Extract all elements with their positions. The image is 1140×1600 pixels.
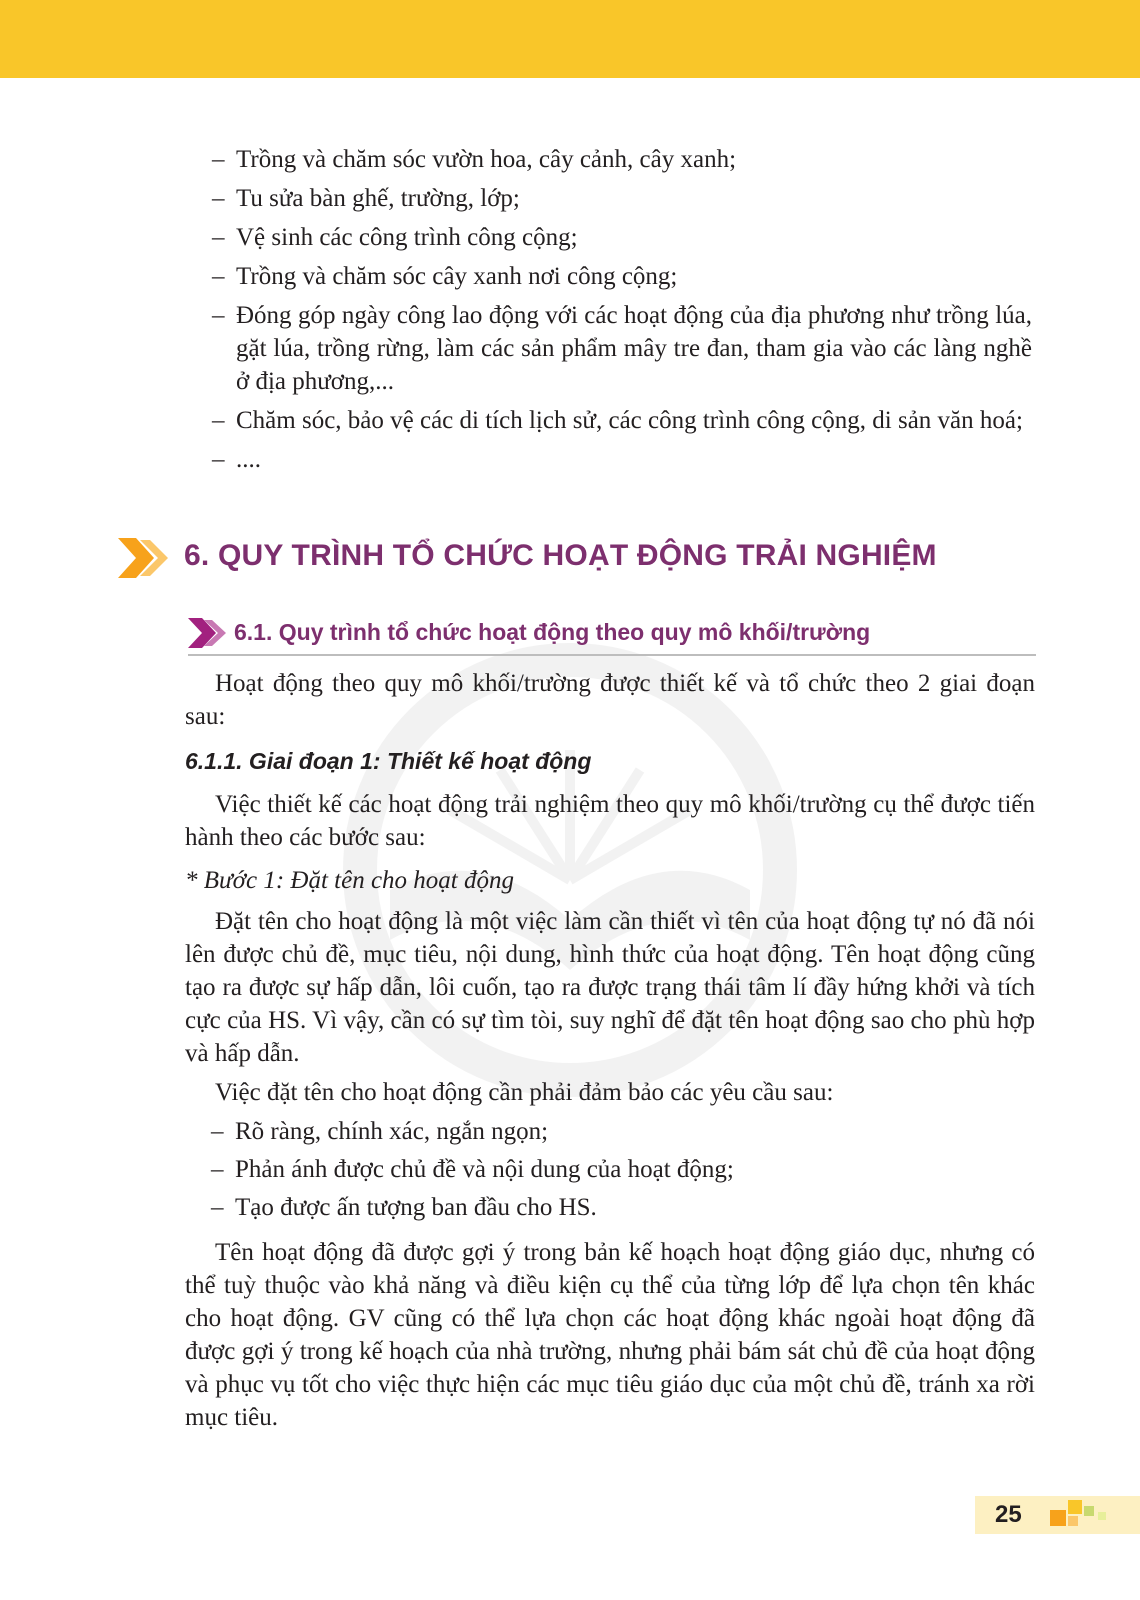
activity-bullet-list [212,143,1032,482]
list-dash: – [212,263,225,290]
list-item-text: Đóng góp ngày công lao động với các hoạt động của địa phương như trồng lúa, gặt lúa, trồng rừng, làm các sản phẩm mây tre đan, tham gia vào các làng nghề ở địa phương,... [236,302,1032,395]
list-item [212,221,1032,254]
intro-paragraph: Hoạt động theo quy mô khối/trường được thiết kế và tổ chức theo 2 giai đoạn sau: [185,670,1035,730]
top-color-band [0,0,1140,78]
list-dash: – [211,1156,224,1183]
list-item [185,1115,1035,1148]
list-dash: – [212,224,225,251]
list-item-text: .... [236,446,261,473]
list-item-text: Chăm sóc, bảo vệ các di tích lịch sử, các công trình công cộng, di sản văn hoá; [236,407,1023,434]
list-item [185,1153,1035,1186]
list-item-text: Trồng và chăm sóc vườn hoa, cây cảnh, cây xanh; [236,146,737,173]
page-number: 25 [995,1501,1022,1528]
double-chevron-icon [188,618,226,648]
list-item-text: Trồng và chăm sóc cây xanh nơi công cộng; [236,263,678,290]
list-dash: – [212,302,225,329]
list-item-text: Phản ánh được chủ đề và nội dung của hoạt động; [235,1156,734,1183]
list-dash: – [211,1194,224,1221]
list-dash: – [212,407,225,434]
list-dash: – [212,446,225,473]
choice-paragraph: Tên hoạt động đã được gợi ý trong bản kế hoạch hoạt động giáo dục, nhưng có thể tuỳ thuộc vào khả năng và điều kiện cụ thể của từng lớp để lựa chọn tên khác cho hoạt động. GV cũng có thể lựa chọn các hoạt động khác ngoài hoạt động đã được gợi ý trong kế hoạch của nhà trường, nhưng phải bám sát chủ đề của hoạt động và phục vụ tốt cho việc thực hiện các mục tiêu giáo dục của một chủ đề, tránh xa rời mục tiêu. [185,1239,1035,1431]
double-chevron-icon [118,538,168,578]
section-title: 6. QUY TRÌNH TỔ CHỨC HOẠT ĐỘNG TRẢI NGHIỆM [184,539,937,572]
stage-heading: 6.1.1. Giai đoạn 1: Thiết kế hoạt động [185,748,592,774]
list-item-text: Rõ ràng, chính xác, ngắn ngọn; [235,1118,549,1145]
list-item-text: Tu sửa bàn ghế, trường, lớp; [236,185,520,212]
list-item-text: Tạo được ấn tượng ban đầu cho HS. [235,1194,597,1221]
list-item [212,443,1032,476]
square-pattern-decoration [1050,1496,1120,1536]
step-heading: * Bước 1: Đặt tên cho hoạt động [185,867,515,894]
list-dash: – [212,146,225,173]
list-item [212,299,1032,398]
design-paragraph: Việc thiết kế các hoạt động trải nghiệm theo quy mô khối/trường cụ thể được tiến hành theo các bước sau: [185,791,1035,851]
list-item [185,1191,1035,1224]
body-content [185,667,1035,1440]
list-item [212,260,1032,293]
list-item-text: Vệ sinh các công trình công cộng; [236,224,578,251]
list-item [212,404,1032,437]
subsection-title: 6.1. Quy trình tổ chức hoạt động theo quy mô khối/trường [234,619,871,645]
requirements-list [185,1115,1035,1224]
list-dash: – [212,185,225,212]
list-item [212,182,1032,215]
subsection-heading-6-1 [188,614,1036,656]
naming-paragraph: Đặt tên cho hoạt động là một việc làm cần thiết vì tên của hoạt động tự nó đã nói lên được chủ đề, mục tiêu, nội dung, hình thức của hoạt động. Tên hoạt động cũng tạo ra được sự hấp dẫn, lôi cuốn, tạo ra được trạng thái tâm lí đầy hứng khởi và tích cực của HS. Vì vậy, cần có sự tìm tòi, suy nghĩ để đặt tên hoạt động sao cho phù hợp và hấp dẫn. [185,908,1035,1067]
section-heading-6 [118,536,1038,580]
list-item [212,143,1032,176]
requirements-intro: Việc đặt tên cho hoạt động cần phải đảm bảo các yêu cầu sau: [215,1079,834,1106]
list-dash: – [211,1118,224,1145]
